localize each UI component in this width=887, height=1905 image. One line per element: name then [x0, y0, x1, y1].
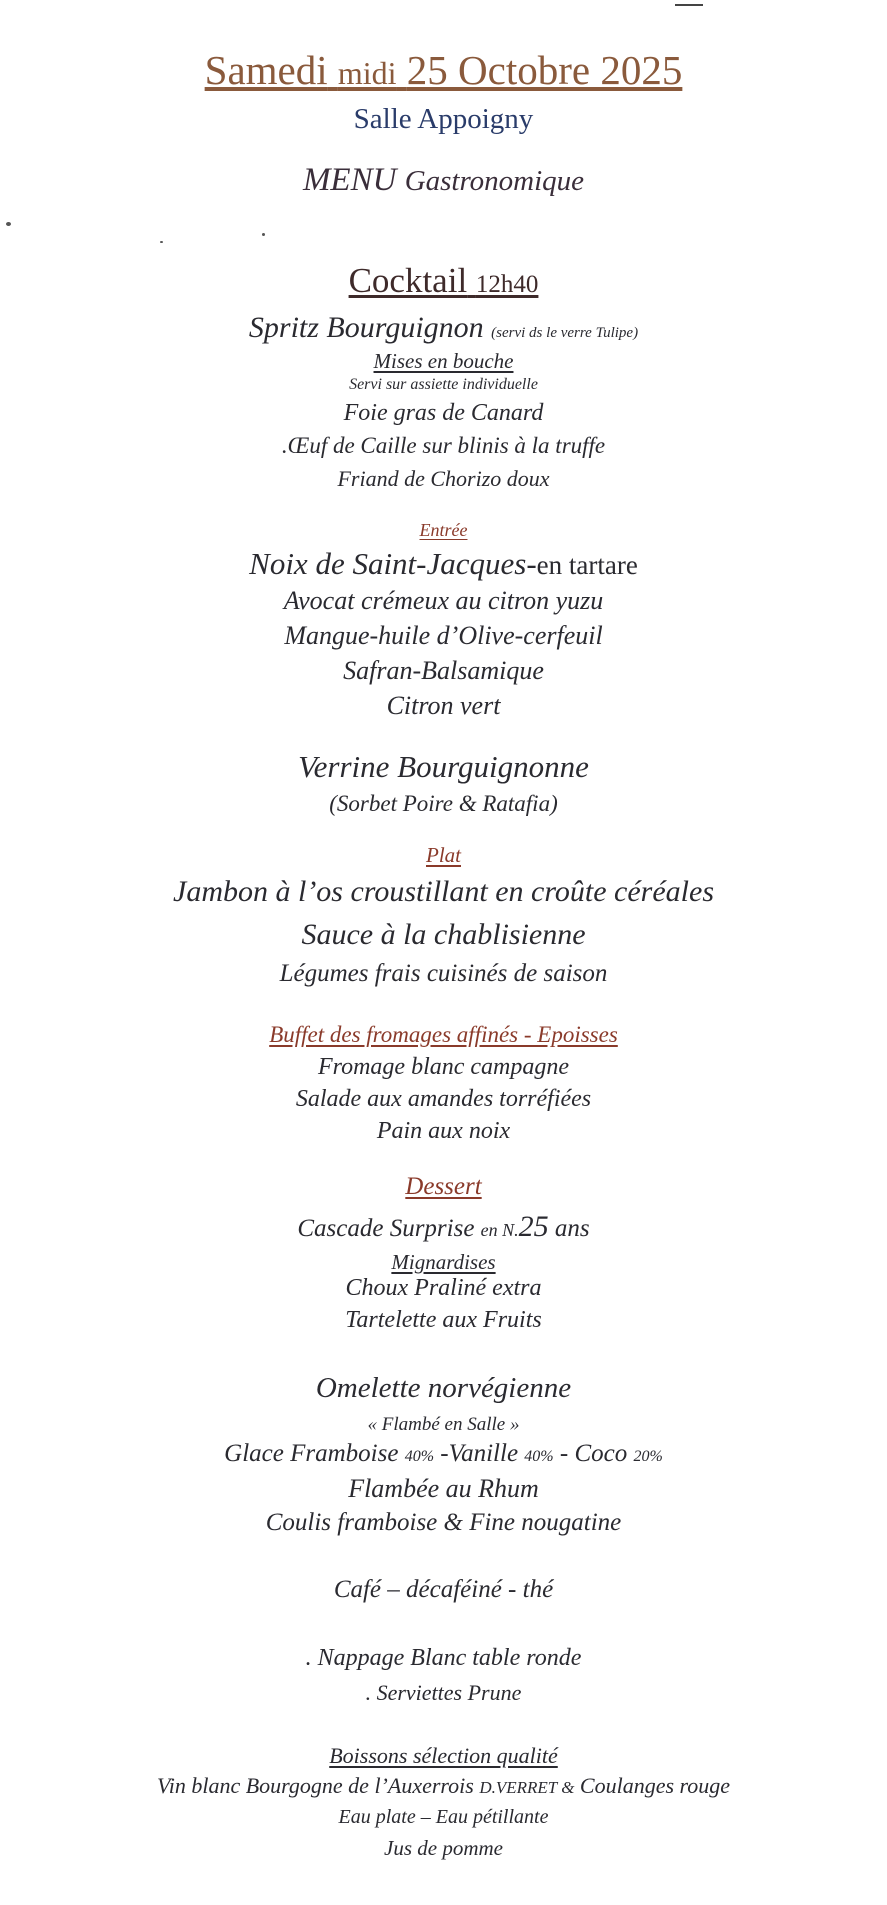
vin-blanc: Vin blanc Bourgogne de l’Auxerrois — [156, 1773, 474, 1798]
scan-speck — [262, 233, 265, 236]
event-date — [0, 46, 887, 94]
vin-producer: D.VERRET & — [479, 1778, 575, 1797]
verrine-title: Verrine Bourguignonne — [298, 749, 589, 784]
entree-main-name: Noix de Saint-Jacques- — [249, 546, 537, 581]
cocktail-drink — [0, 311, 887, 345]
drink-name: Spritz Bourguignon — [248, 311, 484, 344]
cascade-ans: ans — [554, 1215, 590, 1242]
cocktail-time: 12h40 — [475, 271, 539, 298]
venue: Salle Appoigny — [353, 103, 534, 135]
menu-word: MENU — [302, 162, 397, 198]
fromages-title: Buffet des fromages affinés - Epoisses — [269, 1022, 618, 1047]
plat-title: Plat — [426, 843, 461, 867]
menu-gastronomique: Gastronomique — [404, 165, 585, 197]
cafe-line: Café – décaféiné - thé — [333, 1576, 554, 1603]
cascade-en: en N. — [480, 1220, 519, 1240]
menu-title — [0, 162, 887, 199]
scan-speck — [160, 241, 163, 243]
glace-vanille-pct: 40% — [524, 1448, 554, 1465]
omelette-glace — [0, 1440, 887, 1468]
glace-vanille: -Vanille — [440, 1440, 519, 1467]
cascade-name: Cascade Surprise — [297, 1215, 475, 1242]
dessert-title: Dessert — [405, 1173, 482, 1200]
mignardises-item: Choux Praliné extra — [345, 1275, 542, 1301]
glace-coco-pct: 20% — [633, 1448, 663, 1465]
mises-note: Servi sur assiette individuelle — [349, 376, 538, 393]
cascade-number: 25 — [518, 1210, 549, 1243]
date-day: Samedi — [204, 47, 328, 93]
glace-framboise: Glace Framboise — [224, 1440, 399, 1467]
fromages-item: Pain aux noix — [376, 1118, 511, 1144]
plat-item: Jambon à l’os croustillant en croûte céréales — [173, 875, 714, 908]
fromages-item: Salade aux amandes torréfiées — [295, 1086, 592, 1112]
entree-item: Avocat crémeux au citron yuzu — [283, 586, 604, 615]
omelette-note: « Flambé en Salle » — [367, 1414, 520, 1435]
omelette-item: Flambée au Rhum — [348, 1474, 539, 1503]
glace-coco: - Coco — [559, 1440, 628, 1467]
entree-main — [0, 546, 887, 582]
nappage-line: . Nappage Blanc table ronde — [305, 1645, 582, 1671]
serviettes-line: . Serviettes Prune — [365, 1680, 522, 1705]
boissons-item: Jus de pomme — [384, 1836, 503, 1860]
glace-framboise-pct: 40% — [404, 1448, 435, 1465]
drink-note: (servi ds le verre Tulipe) — [491, 325, 639, 341]
dessert-cascade — [0, 1210, 887, 1244]
cocktail-title: Cocktail — [348, 261, 468, 300]
date-midi: midi — [337, 55, 397, 91]
cocktail-heading — [0, 261, 887, 301]
mignardises-title: Mignardises — [391, 1250, 496, 1274]
mignardises-item: Tartelette aux Fruits — [345, 1307, 542, 1333]
omelette-item: Coulis framboise & Fine nougatine — [265, 1509, 622, 1536]
mises-item: Foie gras de Canard — [343, 400, 544, 426]
plat-item: Légumes frais cuisinés de saison — [279, 960, 608, 987]
scan-mark — [675, 4, 703, 6]
mises-item: Friand de Chorizo doux — [337, 466, 550, 491]
boissons-item: Eau plate – Eau pétillante — [338, 1806, 549, 1828]
verrine-note: (Sorbet Poire & Ratafia) — [329, 791, 558, 816]
entree-item: Safran-Balsamique — [343, 656, 544, 685]
entree-item: Mangue-huile d’Olive-cerfeuil — [284, 621, 603, 650]
entree-main-suffix: en tartare — [536, 550, 638, 580]
vin-rouge: Coulanges rouge — [579, 1773, 731, 1798]
scan-speck — [6, 222, 11, 226]
date-full: 25 Octobre 2025 — [406, 47, 683, 93]
fromages-item: Fromage blanc campagne — [317, 1054, 570, 1080]
plat-item: Sauce à la chablisienne — [301, 918, 586, 951]
mises-item: .Œuf de Caille sur blinis à la truffe — [281, 433, 606, 458]
mises-title: Mises en bouche — [373, 349, 514, 373]
entree-item: Citron vert — [386, 691, 501, 720]
boissons-title: Boissons sélection qualité — [329, 1743, 558, 1768]
entree-title: Entrée — [419, 520, 468, 540]
boissons-vin — [0, 1773, 887, 1799]
omelette-title: Omelette norvégienne — [315, 1372, 572, 1404]
